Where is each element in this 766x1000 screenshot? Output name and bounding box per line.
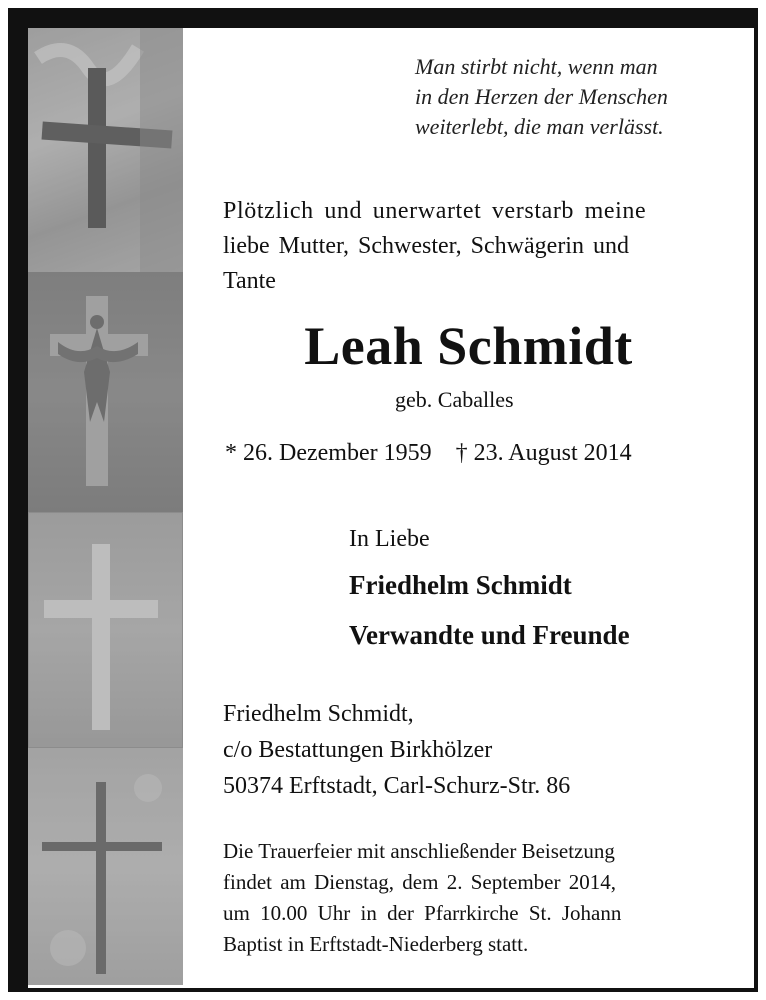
birth-date: * 26. Dezember 1959 bbox=[225, 440, 432, 466]
maiden-name: geb. Caballes bbox=[395, 387, 514, 412]
funeral-line: findet am Dienstag, dem 2. September 2014, bbox=[223, 870, 616, 894]
funeral-line: um 10.00 Uhr in der Pfarrkirche St. Johann bbox=[223, 901, 622, 925]
announcement-intro bbox=[223, 194, 719, 299]
address-line: c/o Bestattungen Birkhölzer bbox=[223, 737, 493, 763]
cross-photo-1 bbox=[28, 28, 183, 272]
intro-line: Plötzlich und unerwartet verstarb meine bbox=[223, 198, 647, 224]
quote-line: Man stirbt nicht, wenn man bbox=[415, 54, 658, 79]
quote-line: weiterlebt, die man verlässt. bbox=[415, 114, 664, 139]
obituary-card bbox=[28, 28, 754, 988]
cross-icon bbox=[28, 748, 183, 985]
address-line: 50374 Erftstadt, Carl-Schurz-Str. 86 bbox=[223, 773, 571, 799]
crucifix-icon bbox=[28, 272, 183, 512]
cross-photo-2 bbox=[28, 272, 183, 512]
quote-line: in den Herzen der Menschen bbox=[415, 84, 668, 109]
deceased-name: Leah Schmidt bbox=[304, 316, 633, 376]
intro-line: liebe Mutter, Schwester, Schwägerin und bbox=[223, 233, 629, 259]
address-line: Friedhelm Schmidt, bbox=[223, 701, 414, 727]
mourners-intro: In Liebe bbox=[349, 526, 430, 552]
funeral-line: Baptist in Erftstadt-Niederberg statt. bbox=[223, 932, 529, 956]
cross-icon bbox=[28, 512, 183, 748]
contact-address bbox=[223, 696, 570, 804]
intro-line: Tante bbox=[223, 268, 276, 294]
mourner-name: Friedhelm Schmidt bbox=[349, 570, 572, 600]
death-date: † 23. August 2014 bbox=[455, 440, 632, 466]
cross-photo-4 bbox=[28, 748, 183, 985]
cross-icon bbox=[28, 28, 183, 272]
funeral-line: Die Trauerfeier mit anschließender Beisetzung bbox=[223, 839, 615, 863]
life-dates bbox=[225, 438, 632, 468]
funeral-details bbox=[223, 836, 719, 960]
cross-photo-3 bbox=[28, 512, 183, 748]
memorial-quote bbox=[415, 52, 745, 142]
obituary-frame bbox=[8, 8, 758, 992]
cross-image-strip bbox=[28, 28, 183, 985]
obituary-text bbox=[183, 28, 754, 985]
mourner-name: Verwandte und Freunde bbox=[349, 620, 630, 650]
